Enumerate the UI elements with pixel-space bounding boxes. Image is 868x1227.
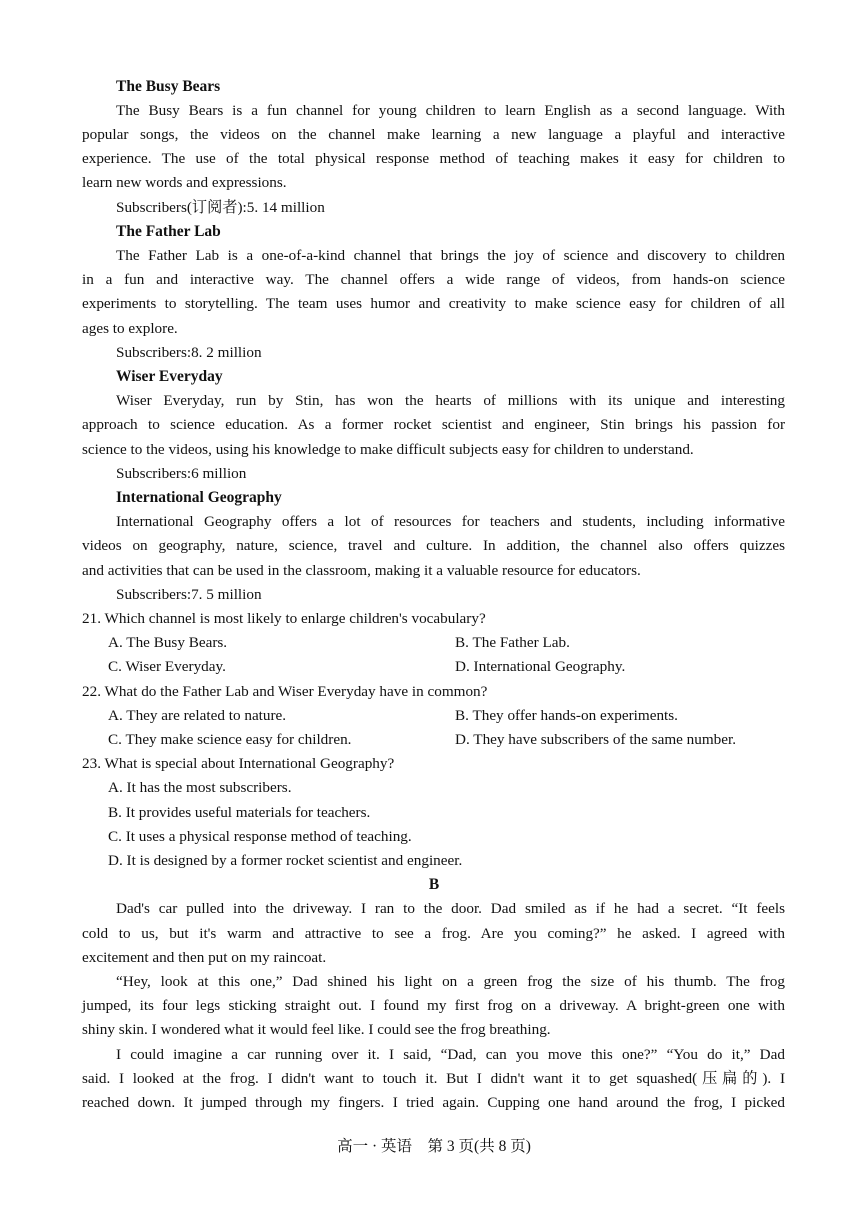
paragraph-line: I could imagine a car running over it. I said, “Dad, can you move this one?” “You do it,” Dad bbox=[116, 1046, 785, 1063]
paragraph-line: “Hey, look at this one,” Dad shined his light on a green frog the size of his thumb. The frog bbox=[116, 973, 785, 990]
paragraph-line: International Geography offers a lot of resources for teachers and students, including informative bbox=[116, 513, 785, 530]
paragraph-line: ages to explore. bbox=[82, 320, 178, 337]
answer-option[interactable]: B. The Father Lab. bbox=[455, 634, 570, 651]
answer-option[interactable]: A. They are related to nature. bbox=[108, 707, 287, 724]
question-stem: 23. What is special about International Geography? bbox=[82, 755, 395, 772]
channel-title: The Busy Bears bbox=[116, 78, 221, 95]
paragraph-line: and activities that can be used in the classroom, making it a valuable resource for educators. bbox=[82, 562, 641, 579]
channel-title: International Geography bbox=[116, 489, 282, 506]
paragraph-line: excitement and then put on my raincoat. bbox=[82, 949, 327, 966]
paragraph-line: Wiser Everyday, run by Stin, has won the hearts of millions with its unique and interesting bbox=[116, 392, 785, 409]
channel-title: Wiser Everyday bbox=[116, 368, 223, 385]
answer-option[interactable]: A. The Busy Bears. bbox=[108, 634, 228, 651]
paragraph-line: popular songs, the videos on the channel make learning a new language a playful and interactive bbox=[82, 126, 785, 143]
answer-option[interactable]: D. They have subscribers of the same number. bbox=[455, 731, 737, 748]
paragraph-line: experiments to storytelling. The team uses humor and creativity to make science easy for children of all bbox=[82, 295, 785, 312]
paragraph-line: Dad's car pulled into the driveway. I ran to the door. Dad smiled as if he had a secret. “It feels bbox=[116, 900, 785, 917]
channel-title: The Father Lab bbox=[116, 223, 221, 240]
paragraph-line: science to the videos, using his knowledge to make difficult subjects easy for children to understand. bbox=[82, 441, 694, 458]
answer-option[interactable]: D. International Geography. bbox=[455, 658, 626, 675]
paragraph-line: in a fun and interactive way. The channel offers a wide range of videos, from hands-on science bbox=[82, 271, 785, 288]
paragraph-line: approach to science education. As a former rocket scientist and engineer, Stin brings his passion for bbox=[82, 416, 785, 433]
paragraph-line: shiny skin. I wondered what it would feel like. I could see the frog breathing. bbox=[82, 1021, 551, 1038]
subscriber-count: Subscribers:7. 5 million bbox=[116, 586, 262, 603]
paragraph-line: said. I looked at the frog. I didn't want to touch it. But I didn't want it to get squashed(压扁的). I bbox=[82, 1070, 785, 1087]
question-stem: 22. What do the Father Lab and Wiser Everyday have in common? bbox=[82, 683, 488, 700]
subscriber-count: Subscribers:8. 2 million bbox=[116, 344, 262, 361]
paragraph-line: videos on geography, nature, science, travel and culture. In addition, the channel also offers quizzes bbox=[82, 537, 785, 554]
page-footer: 高一 · 英语 第 3 页(共 8 页) bbox=[337, 1138, 531, 1155]
answer-option[interactable]: B. They offer hands-on experiments. bbox=[455, 707, 678, 724]
answer-option[interactable]: B. It provides useful materials for teachers. bbox=[108, 804, 371, 821]
paragraph-line: learn new words and expressions. bbox=[82, 174, 287, 191]
paragraph-line: The Busy Bears is a fun channel for young children to learn English as a second language. With bbox=[116, 102, 785, 119]
answer-option[interactable]: C. Wiser Everyday. bbox=[108, 658, 226, 675]
paragraph-line: experience. The use of the total physical response method of teaching makes it easy for children to bbox=[82, 150, 785, 167]
answer-option[interactable]: C. It uses a physical response method of teaching. bbox=[108, 828, 412, 845]
question-stem: 21. Which channel is most likely to enlarge children's vocabulary? bbox=[82, 610, 486, 627]
answer-option[interactable]: D. It is designed by a former rocket scientist and engineer. bbox=[108, 852, 463, 869]
paragraph-line: cold to us, but it's warm and attractive to see a frog. Are you coming?” he asked. I agreed with bbox=[82, 925, 785, 942]
section-heading: B bbox=[428, 876, 440, 893]
paragraph-line: reached down. It jumped through my fingers. I tried again. Cupping one hand around the frog, I picked bbox=[82, 1094, 785, 1111]
paragraph-line: The Father Lab is a one-of-a-kind channel that brings the joy of science and discovery to children bbox=[116, 247, 785, 264]
answer-option[interactable]: C. They make science easy for children. bbox=[108, 731, 352, 748]
answer-option[interactable]: A. It has the most subscribers. bbox=[108, 779, 292, 796]
subscriber-count: Subscribers(订阅者):5. 14 million bbox=[116, 199, 325, 216]
paragraph-line: jumped, its four legs sticking straight out. I found my first frog on a driveway. A bright-green one with bbox=[82, 997, 785, 1014]
subscriber-count: Subscribers:6 million bbox=[116, 465, 247, 482]
